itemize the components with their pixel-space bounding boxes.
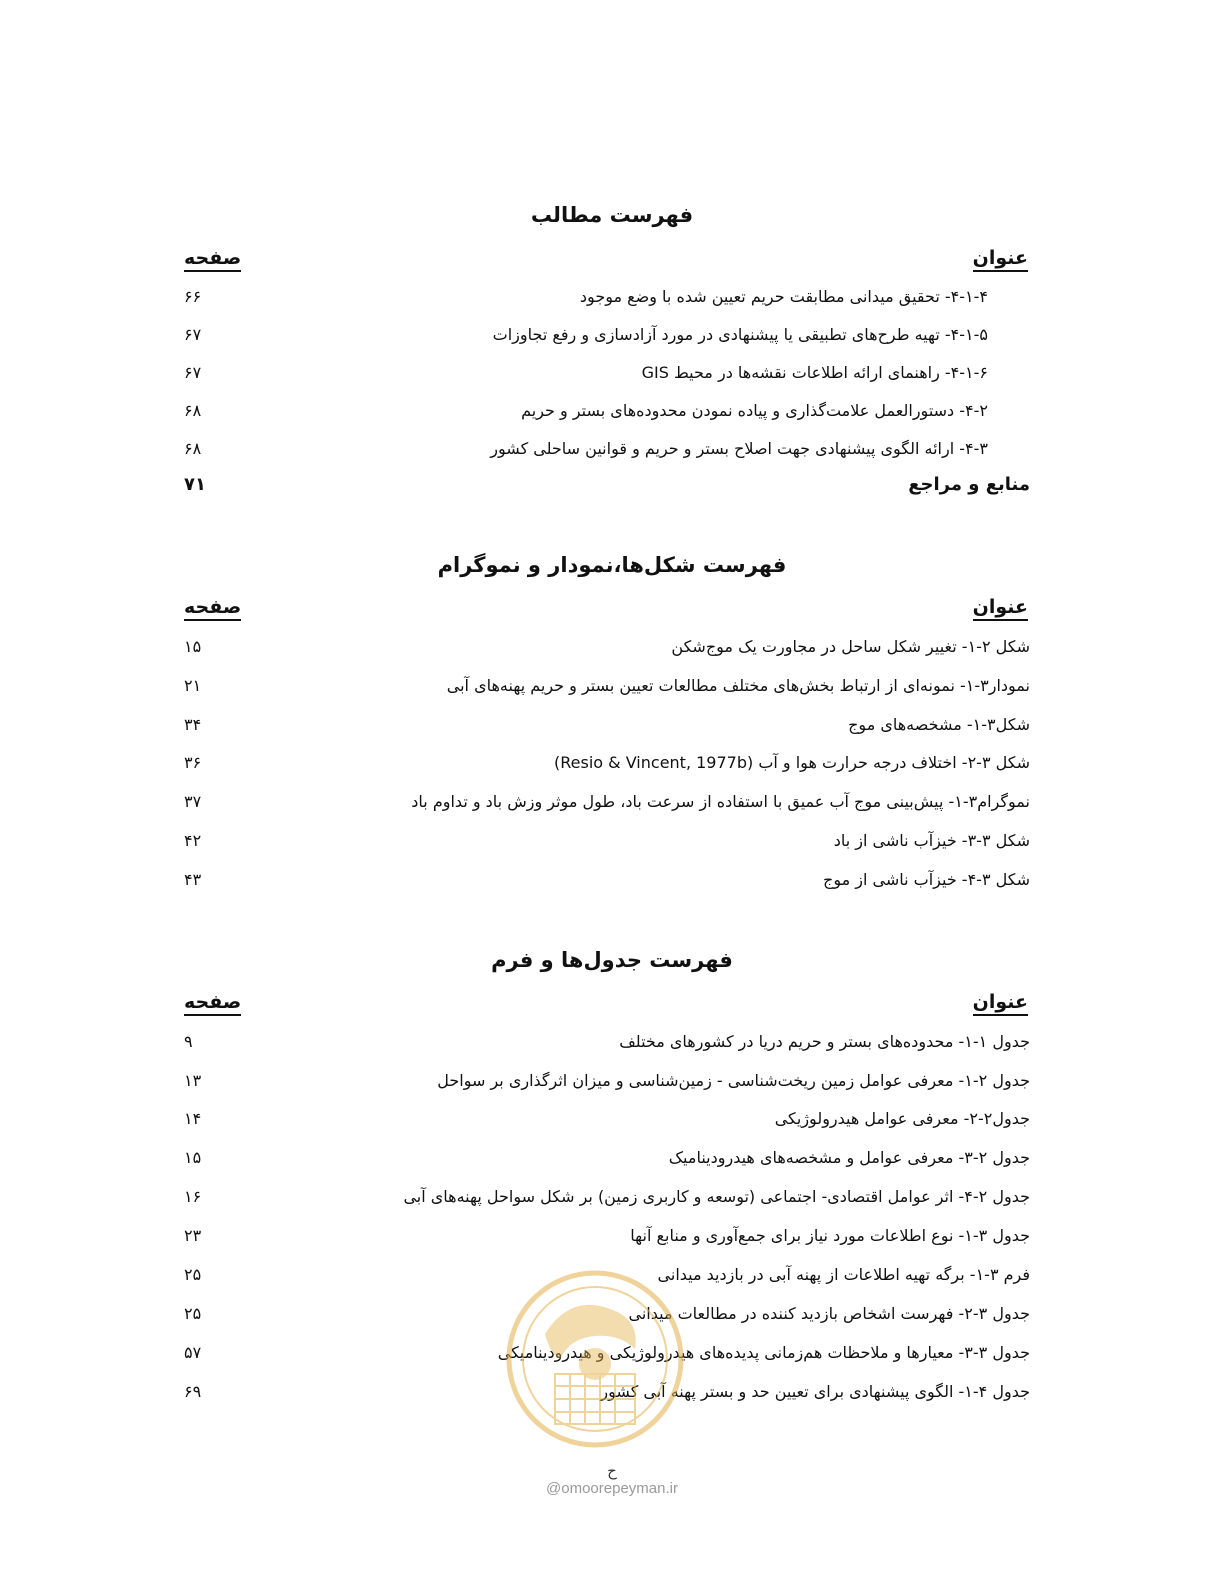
table-row-page: ۹	[184, 1032, 193, 1051]
toc-row-text: ۴-۱-۴- تحقیق میدانی مطابقت حریم تعیین شده با وضع موجود	[579, 287, 988, 306]
figure-row[interactable]	[184, 753, 1030, 781]
toc-title: فهرست مطالب	[530, 203, 694, 227]
toc-row[interactable]	[184, 401, 1030, 429]
figure-row-page: ۳۶	[184, 753, 202, 772]
figure-row-text: شکل ۳-۴- خیزآب ناشی از موج	[823, 870, 1030, 889]
figure-row-text: شکل ۲-۱- تغییر شکل ساحل در مجاورت یک موج‌شکن	[671, 637, 1030, 656]
table-row-text: جدول ۳-۲- فهرست اشخاص بازدید کننده در مطالعات میدانی	[628, 1304, 1030, 1323]
figure-row-page: ۳۴	[184, 715, 202, 734]
toc-row-page: ۶۸	[184, 439, 202, 458]
figure-row[interactable]	[184, 792, 1030, 820]
table-row[interactable]	[184, 1226, 1030, 1254]
toc-row-page: ۶۷	[184, 325, 202, 344]
figure-row-page: ۴۲	[184, 831, 202, 850]
site-watermark: @omoorepeyman.ir	[546, 1480, 678, 1497]
figures-col-page: صفحه	[184, 596, 241, 621]
tables-col-page: صفحه	[184, 991, 241, 1016]
table-row[interactable]	[184, 1187, 1030, 1215]
table-row-text: جدول ۲-۱- معرفی عوامل زمین ریخت‌شناسی - زمین‌شناسی و میزان اثرگذاری بر سواحل	[437, 1071, 1030, 1090]
table-row[interactable]	[184, 1148, 1030, 1176]
figure-row-text: نموگرام۳-۱- پیش‌بینی موج آب عمیق با استفاده از سرعت باد، طول موثر وزش باد و تداوم باد	[411, 792, 1030, 811]
figures-title: فهرست شکل‌ها،نمودار و نموگرام	[437, 553, 787, 577]
figure-row-text: شکل ۳-۲- اختلاف درجه حرارت هوا و آب (Resio & Vincent, 1977b)	[554, 753, 1030, 772]
figure-row-text: شکل ۳-۳- خیزآب ناشی از باد	[833, 831, 1030, 850]
table-row-text: جدول ۴-۱- الگوی پیشنهادی برای تعیین حد و بستر پهنه آبی کشور	[600, 1382, 1030, 1401]
figure-row[interactable]	[184, 831, 1030, 859]
table-row-text: فرم ۳-۱- برگه تهیه اطلاعات از پهنه آبی در بازدید میدانی	[657, 1265, 1030, 1284]
toc-row-text: ۴-۳- ارائه الگوی پیشنهادی جهت اصلاح بستر و حریم و قوانین ساحلی کشور	[490, 439, 988, 458]
figure-row-text: شکل۳-۱- مشخصه‌های موج	[848, 715, 1030, 734]
table-row-page: ۶۹	[184, 1382, 202, 1401]
toc-row-text: ۴-۱-۶- راهنمای ارائه اطلاعات نقشه‌ها در محیط GIS	[641, 363, 988, 382]
table-row[interactable]	[184, 1071, 1030, 1099]
toc-row-page: ۶۸	[184, 401, 202, 420]
figure-row-page: ۳۷	[184, 792, 202, 811]
figure-row-page: ۴۳	[184, 870, 202, 889]
figure-row[interactable]	[184, 870, 1030, 898]
toc-row-page: ۷۱	[184, 474, 206, 495]
toc-row[interactable]	[184, 363, 1030, 391]
figure-row-page: ۲۱	[184, 676, 202, 695]
figures-col-title: عنوان	[973, 596, 1028, 621]
toc-col-title: عنوان	[973, 247, 1028, 272]
figure-row[interactable]	[184, 676, 1030, 704]
table-row-page: ۱۶	[184, 1187, 202, 1206]
tables-col-title: عنوان	[973, 991, 1028, 1016]
table-row-text: جدول ۲-۳- معرفی عوامل و مشخصه‌های هیدرودینامیک	[668, 1148, 1030, 1167]
toc-row-page: ۶۶	[184, 287, 202, 306]
toc-row-text: ۴-۱-۵- تهیه طرح‌های تطبیقی یا پیشنهادی در مورد آزادسازی و رفع تجاوزات	[492, 325, 988, 344]
table-row-text: جدول۲-۲- معرفی عوامل هیدرولوژیکی	[774, 1109, 1030, 1128]
toc-row[interactable]	[184, 325, 1030, 353]
table-row-page: ۱۳	[184, 1071, 202, 1090]
figure-row-text: نمودار۳-۱- نمونه‌ای از ارتباط بخش‌های مختلف مطالعات تعیین بستر و حریم پهنه‌های آبی	[446, 676, 1030, 695]
table-row-text: جدول ۲-۴- اثر عوامل اقتصادی- اجتماعی (توسعه و کاربری زمین) بر شکل سواحل پهنه‌های آبی	[403, 1187, 1030, 1206]
table-row-page: ۲۵	[184, 1265, 202, 1284]
table-row-page: ۱۵	[184, 1148, 202, 1167]
toc-row-text: ۴-۲- دستورالعمل علامت‌گذاری و پیاده نمودن محدوده‌های بستر و حریم	[521, 401, 988, 420]
table-row-page: ۵۷	[184, 1343, 202, 1362]
table-row[interactable]	[184, 1109, 1030, 1137]
toc-row-page: ۶۷	[184, 363, 202, 382]
table-row[interactable]	[184, 1032, 1030, 1060]
figure-row[interactable]	[184, 637, 1030, 665]
seal-logo-icon	[500, 1264, 690, 1454]
table-row-page: ۲۳	[184, 1226, 202, 1245]
tables-title: فهرست جدول‌ها و فرم	[491, 948, 733, 972]
table-row-text: جدول ۱-۱- محدوده‌های بستر و حریم دریا در کشورهای مختلف	[619, 1032, 1030, 1051]
toc-row[interactable]	[184, 439, 1030, 467]
toc-row-references[interactable]	[184, 474, 1030, 502]
toc-row-text: منابع و مراجع	[908, 474, 1030, 495]
figure-row[interactable]	[184, 715, 1030, 743]
toc-row[interactable]	[184, 287, 1030, 315]
table-row-page: ۲۵	[184, 1304, 202, 1323]
page-number: ح	[607, 1462, 617, 1480]
table-row-text: جدول ۳-۳- معیارها و ملاحظات هم‌زمانی پدیده‌های هیدرولوژیکی و هیدرودینامیکی	[497, 1343, 1030, 1362]
table-row-text: جدول ۳-۱- نوع اطلاعات مورد نیاز برای جمع‌آوری و منابع آنها	[630, 1226, 1030, 1245]
table-row-page: ۱۴	[184, 1109, 202, 1128]
figure-row-page: ۱۵	[184, 637, 202, 656]
toc-col-page: صفحه	[184, 247, 241, 272]
